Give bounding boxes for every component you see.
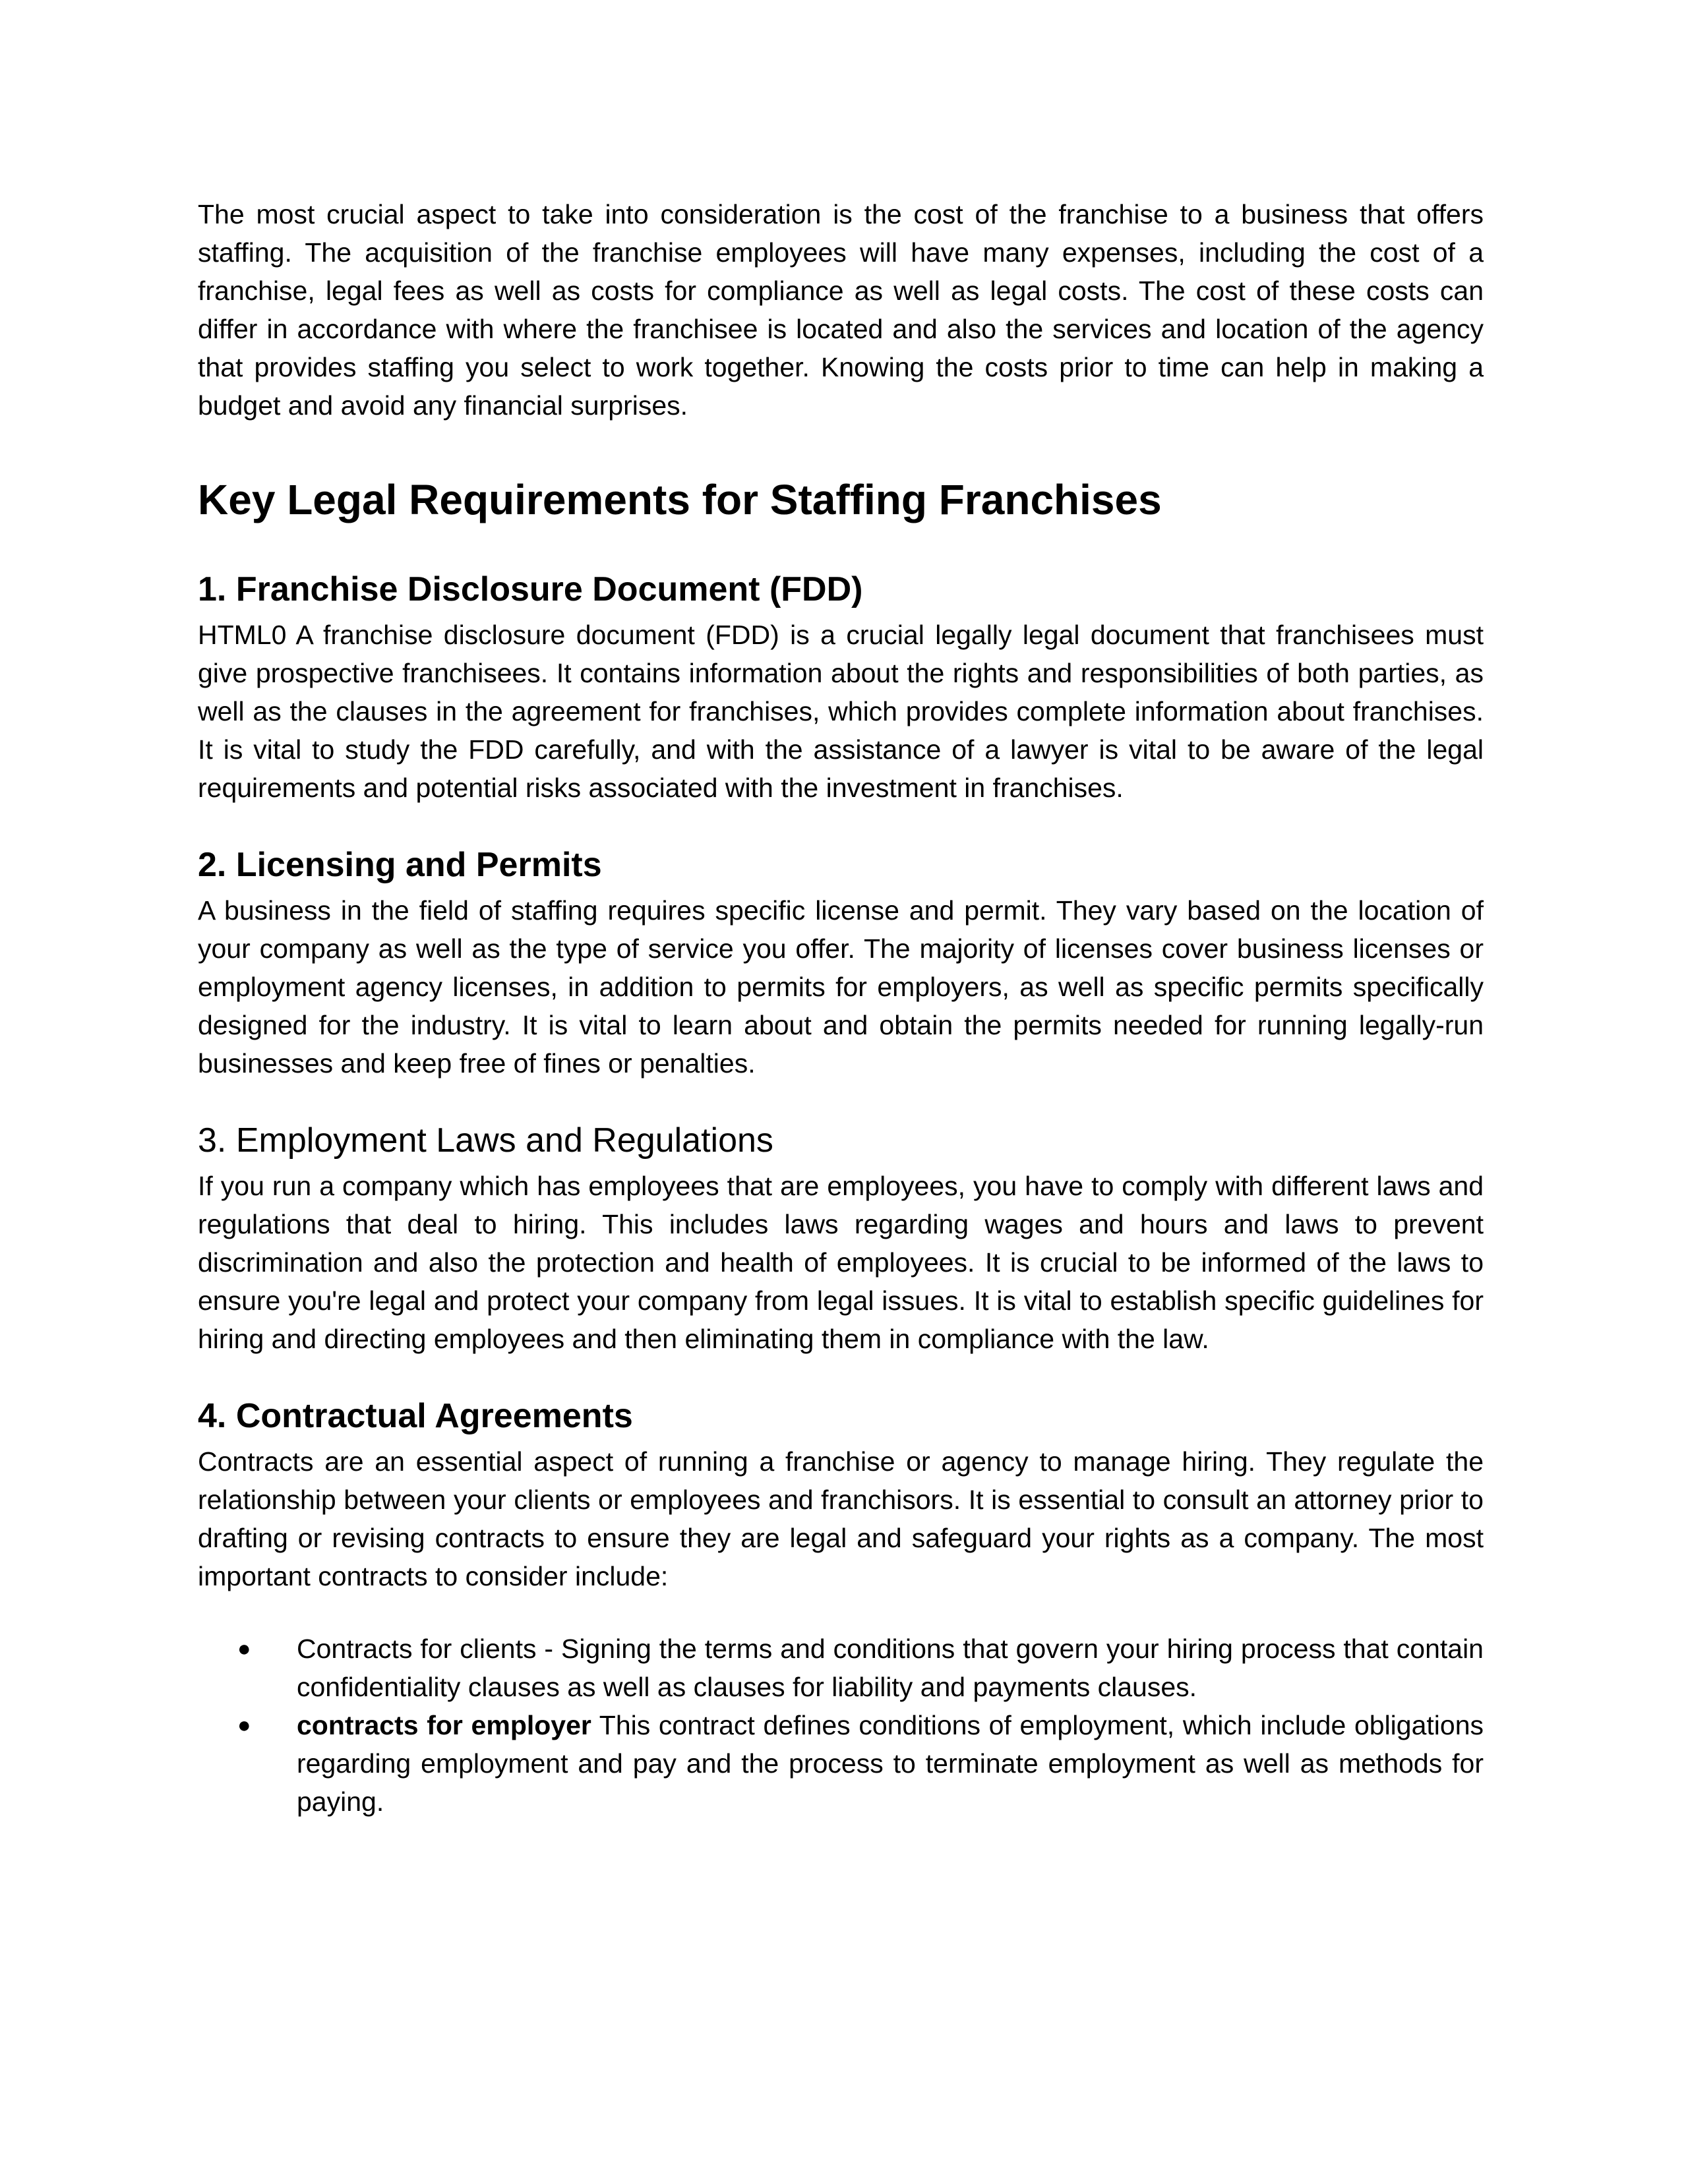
section-paragraph-licensing: A business in the field of staffing requires specific license and permit. They vary based on the location of your company as well as the type of service you offer. The majority of licenses cover business licenses or employment agency licenses, in addition to permits for employers, as well as specific permits specifically designed for the industry. It is vital to learn about and obtain the permits needed for running legally-run businesses and keep free of fines or penalties.: [198, 895, 1484, 1078]
section-paragraph-fdd: HTML0 A franchise disclosure document (FDD) is a crucial legally legal document that franchisees must give prospective franchisees. It contains information about the rights and responsibilities of both parties, as well as the clauses in the agreement for franchises, which provides complete information about franchises. It is vital to study the FDD carefully, and with the assistance of a lawyer is vital to be aware of the legal requirements and potential risks associated with the investment in franchises.: [198, 620, 1484, 803]
main-heading: Key Legal Requirements for Staffing Franchises: [198, 476, 1162, 523]
section-heading-employment-laws: 3. Employment Laws and Regulations: [198, 1121, 773, 1160]
list-item: [198, 1706, 1484, 1821]
intro-paragraph: The most crucial aspect to take into consideration is the cost of the franchise to a business that offers staffing. The acquisition of the franchise employees will have many expenses, including the cost of a franchise, legal fees as well as costs for compliance as well as legal costs. The cost of these costs can differ in accordance with where the franchisee is located and also the services and location of the agency that provides staffing you select to work together. Knowing the costs prior to time can help in making a budget and avoid any financial surprises.: [198, 199, 1484, 421]
bullet-icon: ●: [237, 1636, 251, 1661]
section-paragraph-employment-laws: If you run a company which has employees that are employees, you have to comply with different laws and regulations that deal to hiring. This includes laws regarding wages and hours and laws to prevent discrimination and also the protection and health of employees. It is crucial to be informed of the laws to ensure you're legal and protect your company from legal issues. It is vital to establish specific guidelines for hiring and directing employees and then eliminating them in compliance with the law.: [198, 1171, 1484, 1354]
section-paragraph-contracts: Contracts are an essential aspect of running a franchise or agency to manage hiring. They regulate the relationship between your clients or employees and franchisors. It is essential to consult an attorney prior to drafting or revising contracts to ensure they are legal and safeguard your rights as a company. The most important contracts to consider include:: [198, 1446, 1484, 1591]
section-heading-licensing: 2. Licensing and Permits: [198, 846, 602, 884]
contracts-bullet-list: [198, 1630, 1484, 1821]
list-item-bold: contracts for employer: [297, 1710, 591, 1740]
section-heading-fdd: 1. Franchise Disclosure Document (FDD): [198, 570, 863, 608]
bullet-icon: ●: [237, 1713, 251, 1738]
list-item-text: Contracts for clients - Signing the terms and conditions that govern your hiring process that contain confidentiality clauses as well as clauses for liability and payments clauses.: [297, 1634, 1484, 1702]
list-item-text: This contract defines conditions of employment, which include obligations regarding employment and pay and the process to terminate employment as well as methods for paying.: [297, 1710, 1484, 1817]
document-page: [198, 195, 1484, 1821]
section-heading-contracts: 4. Contractual Agreements: [198, 1397, 633, 1435]
list-item: [198, 1630, 1484, 1706]
